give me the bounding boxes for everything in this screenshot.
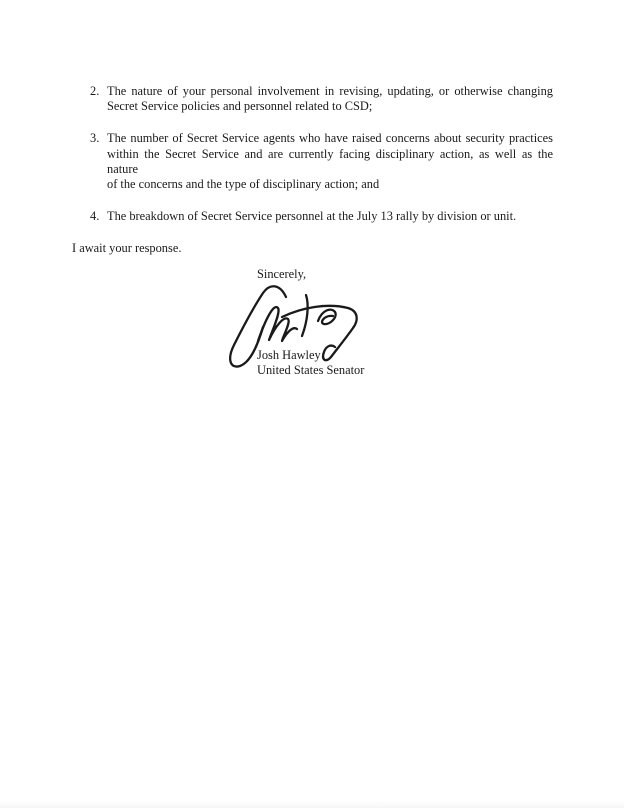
list-item xyxy=(72,84,553,114)
signer-title: United States Senator xyxy=(257,363,365,378)
list-item-number: 3. xyxy=(90,131,100,146)
text-line: of the concerns and the type of disciplinary action; and xyxy=(107,177,380,192)
list-item xyxy=(72,131,553,192)
letter-body xyxy=(0,0,624,378)
signer-name: Josh Hawley xyxy=(257,347,321,362)
text-line: The number of Secret Service agents who have raised concerns about security practices xyxy=(107,131,553,146)
list-item-text xyxy=(107,84,553,114)
closing-paragraph: I await your response. xyxy=(72,241,182,256)
text-line: within the Secret Service and are currently facing disciplinary action, as well as the nature xyxy=(107,146,553,176)
text-line: Secret Service policies and personnel related to CSD; xyxy=(107,99,373,114)
list-item-number: 4. xyxy=(90,209,100,224)
list-item-text xyxy=(107,131,553,192)
list-item-number: 2. xyxy=(90,84,100,98)
signature-area xyxy=(257,282,553,348)
text-line: The nature of your personal involvement in revising, updating, or otherwise changing xyxy=(107,84,553,98)
valediction: Sincerely, xyxy=(257,266,307,281)
list-item-text xyxy=(107,209,553,224)
text-line: The breakdown of Secret Service personnel at the July 13 rally by division or unit. xyxy=(107,209,517,224)
list-item xyxy=(72,209,553,224)
signature-block xyxy=(257,267,553,379)
